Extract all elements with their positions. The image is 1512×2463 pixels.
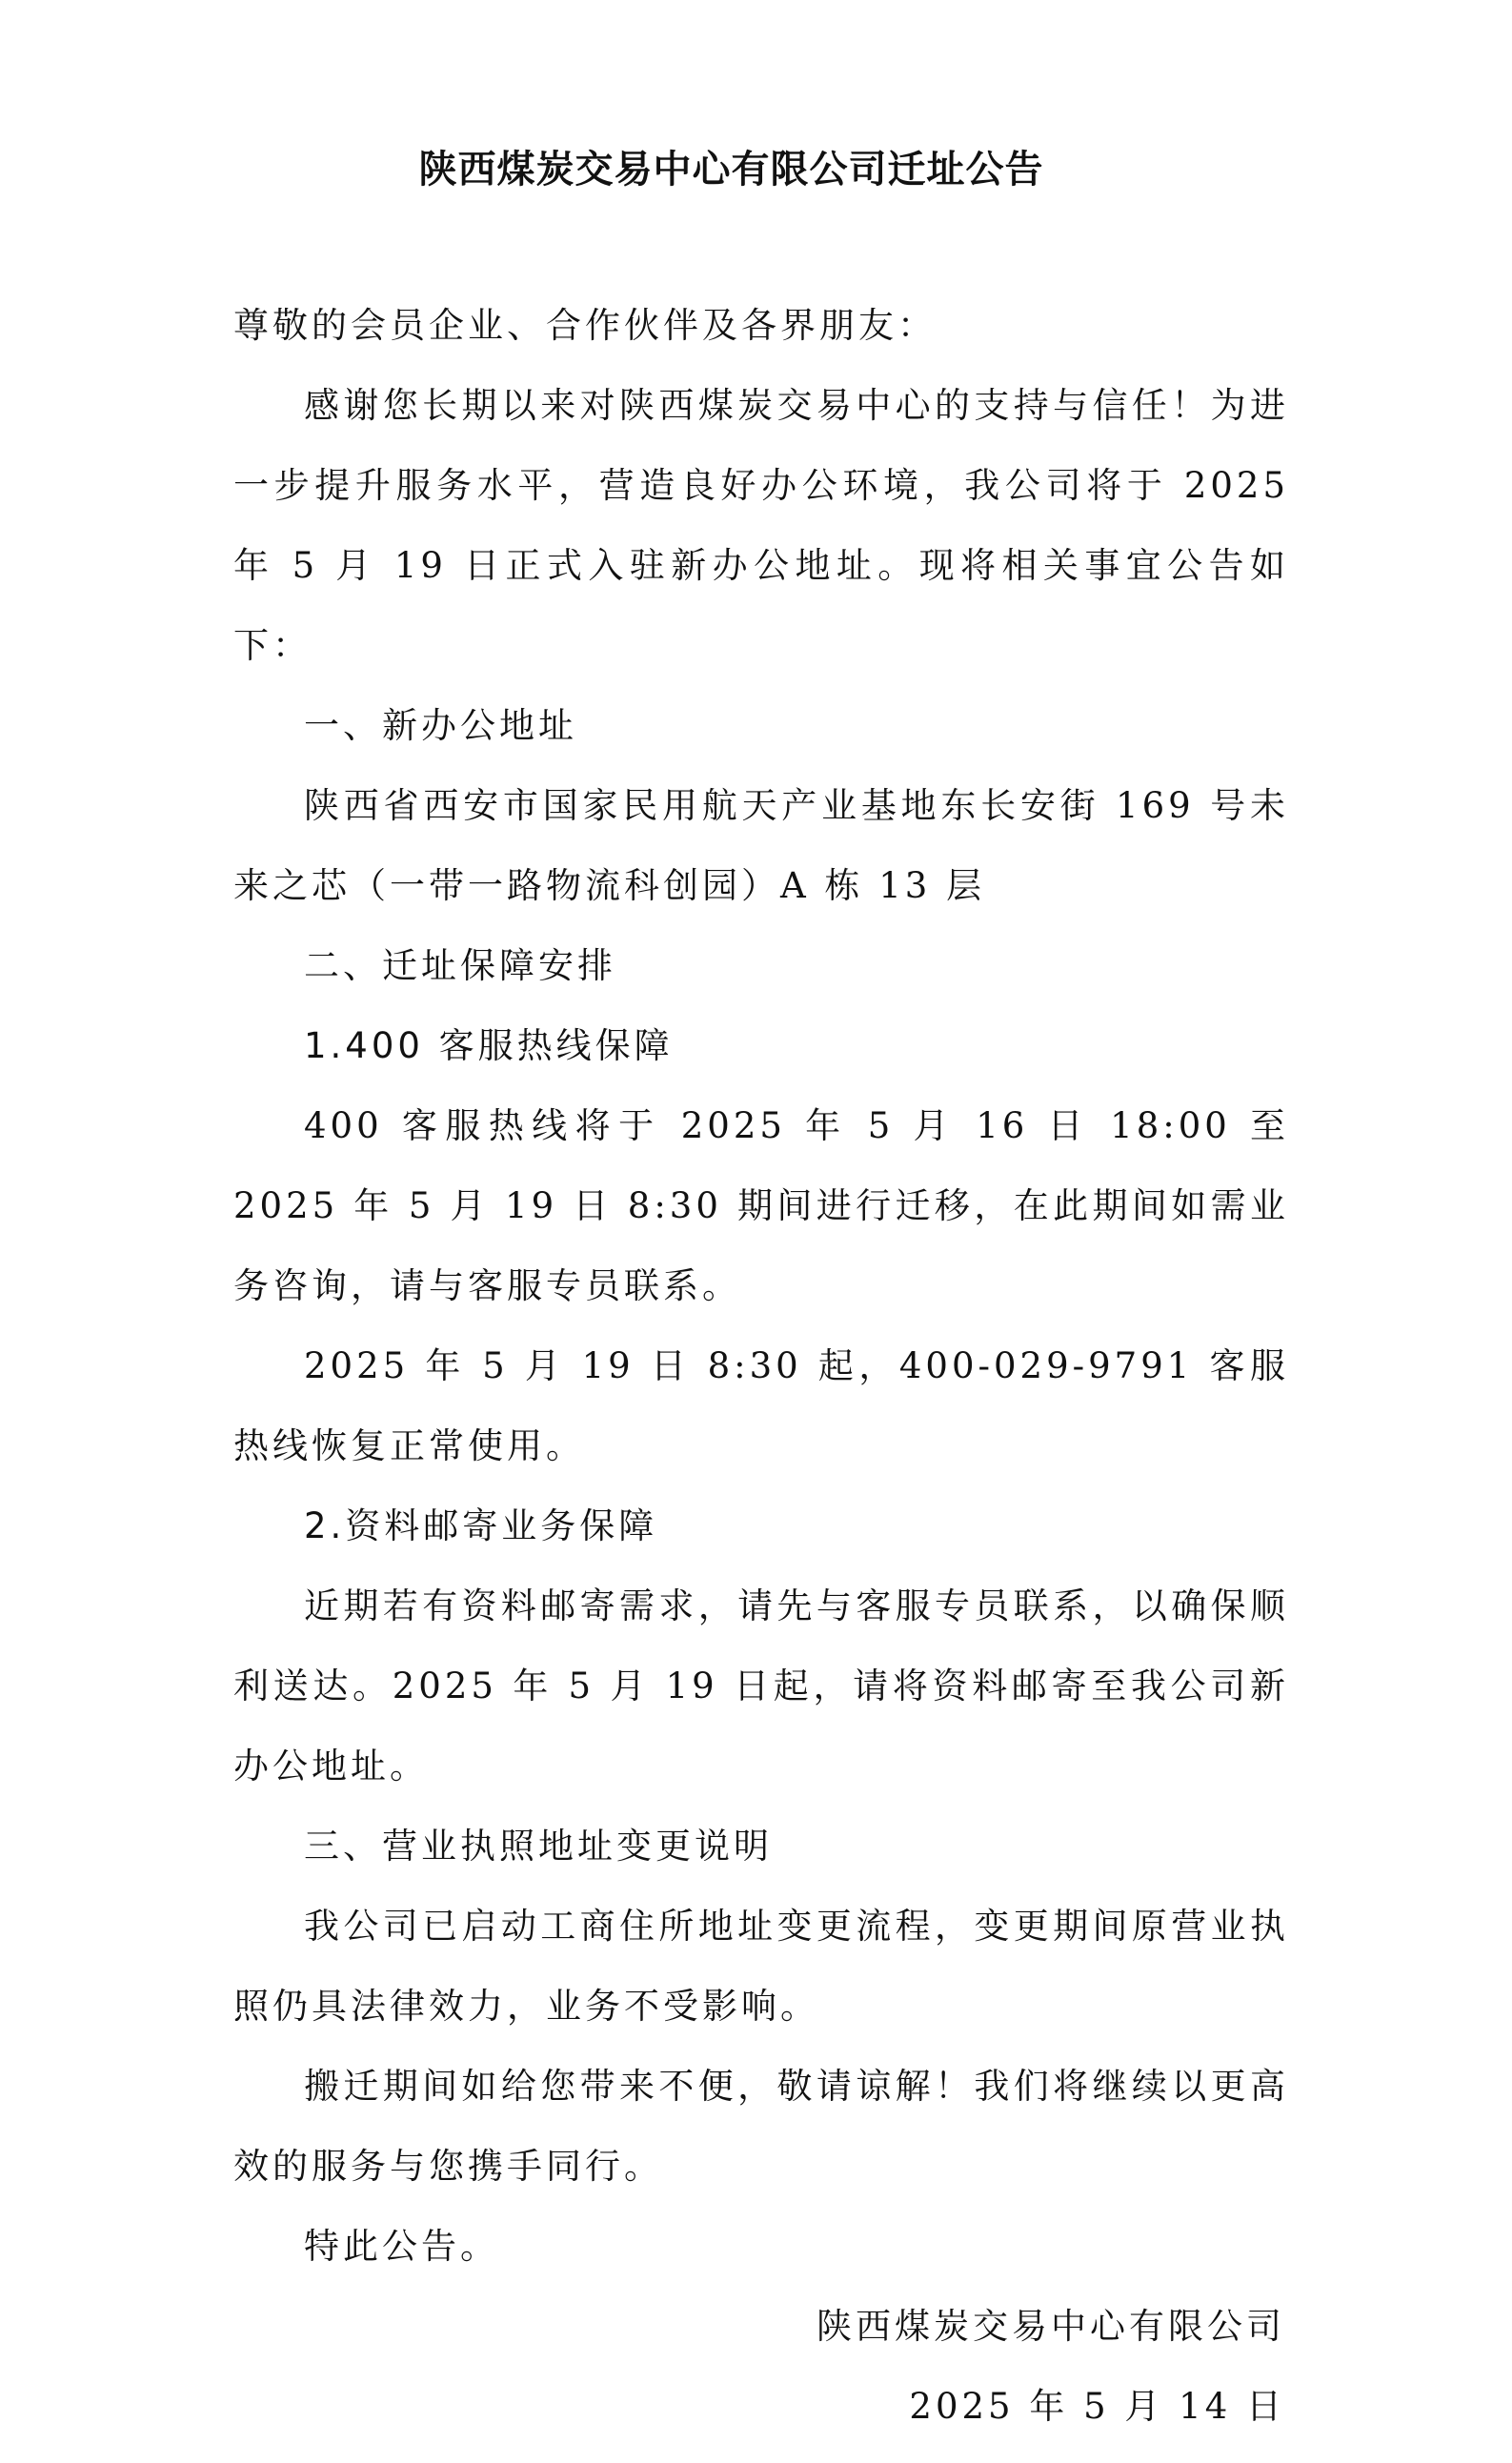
section2-1-paragraph1: 400 客服热线将于 2025 年 5 月 16 日 18:00 至 2025 年 5 月 19 日 8:30 期间进行迁移，在此期间如需业务咨询，请与客服专员联系。	[233, 1105, 1289, 1306]
document-body	[233, 286, 1289, 2447]
section2-1-paragraph2: 2025 年 5 月 19 日 8:30 起，400-029-9791 客服热线恢复正常使用。	[233, 1345, 1289, 1466]
section1-heading: 一、新办公地址	[304, 705, 577, 746]
document-title: 陕西煤炭交易中心有限公司迁址公告	[418, 148, 1044, 192]
closing-paragraph: 搬迁期间如给您带来不便，敬请谅解！我们将继续以更高效的服务与您携手同行。	[233, 2066, 1289, 2187]
section3-heading: 三、营业执照地址变更说明	[304, 1826, 773, 1867]
closing-statement: 特此公告。	[304, 2226, 499, 2267]
section2-1-heading: 1.400 客服热线保障	[304, 1025, 674, 1066]
section2-2-heading: 2.资料邮寄业务保障	[304, 1505, 658, 1546]
signature-date: 2025 年 5 月 14 日	[909, 2386, 1285, 2427]
signature-company: 陕西煤炭交易中心有限公司	[816, 2306, 1285, 2347]
salutation: 尊敬的会员企业、合作伙伴及各界朋友：	[233, 305, 937, 346]
section3-paragraph: 我公司已启动工商住所地址变更流程，变更期间原营业执照仍具法律效力，业务不受影响。	[233, 1906, 1289, 2027]
section2-2-paragraph: 近期若有资料邮寄需求，请先与客服专员联系，以确保顺利送达。2025 年 5 月 19 日起，请将资料邮寄至我公司新办公地址。	[233, 1585, 1289, 1787]
section2-heading: 二、迁址保障安排	[304, 945, 616, 986]
intro-paragraph: 感谢您长期以来对陕西煤炭交易中心的支持与信任！为进一步提升服务水平，营造良好办公环境，我公司将于 2025 年 5 月 19 日正式入驻新办公地址。现将相关事宜公告如下：	[233, 385, 1290, 666]
section1-address: 陕西省西安市国家民用航天产业基地东长安街 169 号未来之芯（一带一路物流科创园）A 栋 13 层	[233, 785, 1289, 906]
